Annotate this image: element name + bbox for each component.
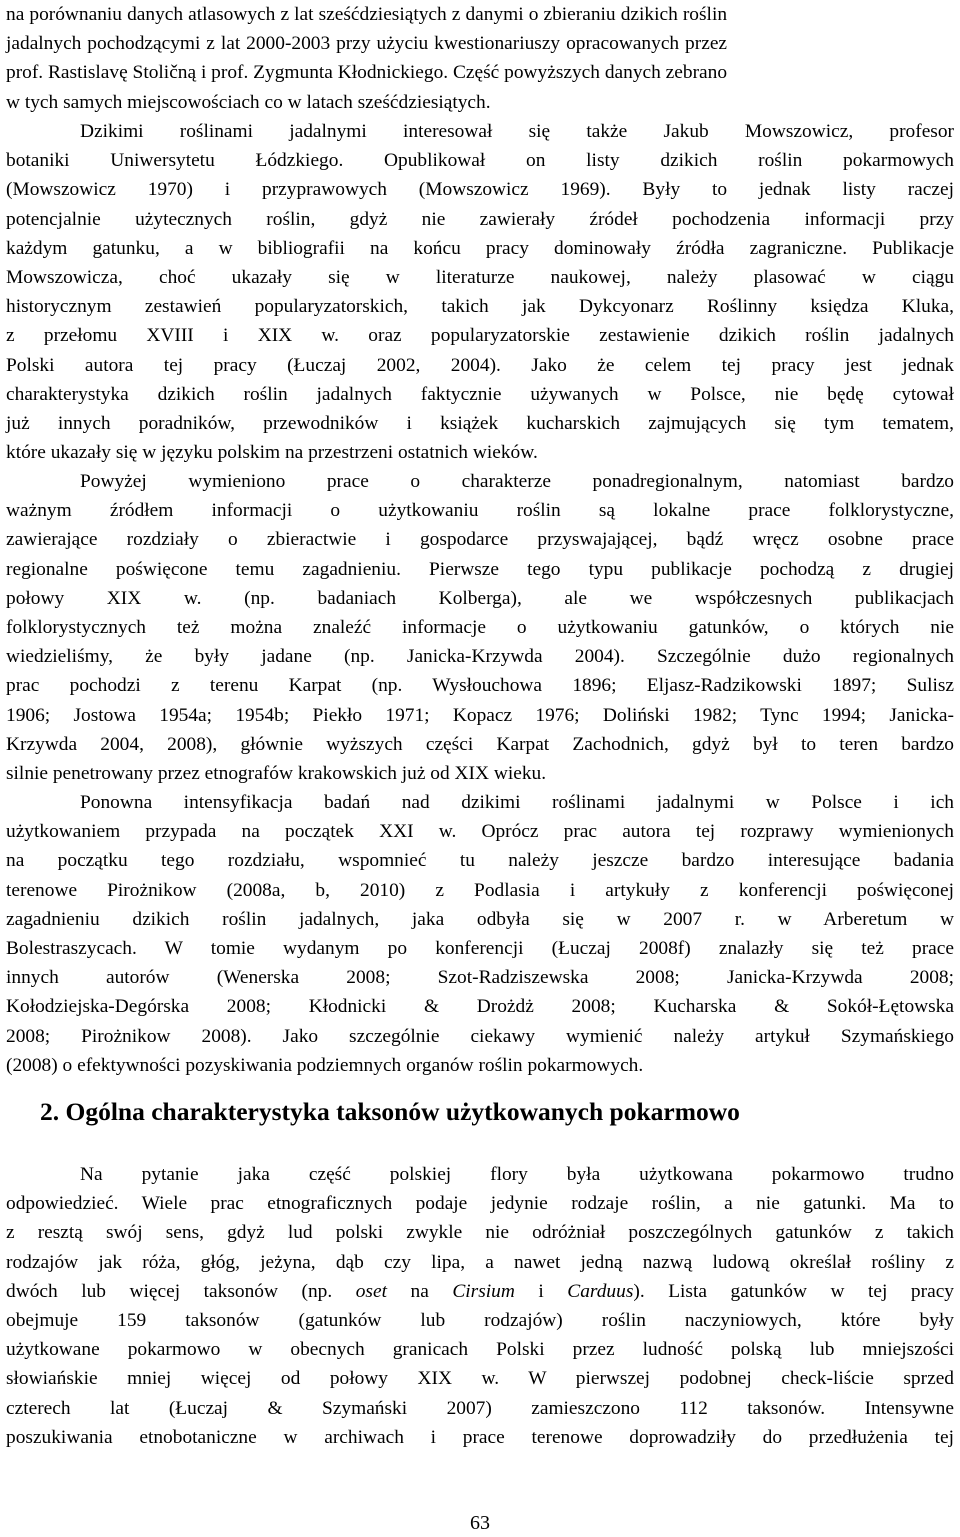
text-line: jadalnych pochodzącymi z lat 2000-2003 przy użyciu kwestionariuszy opracowanych przez xyxy=(6,33,728,55)
text-line: Na pytanie jaka część polskiej flory była użytkowana pokarmowo trudno xyxy=(80,1164,954,1185)
text-line: każdym gatunku, a w bibliografii na końcu pracy dominowały źródła zagraniczne. Publikacje xyxy=(6,237,954,259)
text-line xyxy=(6,1277,954,1306)
text-line: odpowiedzieć. Wiele prac etnograficznych podaje jedynie rodzaje roślin, a nie gatunki. Ma to xyxy=(6,1193,954,1215)
text-line: z resztą swój sens, gdyż lud polski zwykle nie odróżniał poszczególnych gatunków z takich xyxy=(6,1222,954,1244)
text-line: już innych poradników, przewodników i książek kucharskich zajmujących się tym tematem, xyxy=(6,412,954,434)
text-line: połowy XIX w. (np. badaniach Kolberga), ale we współczesnych publikacjach xyxy=(6,587,954,609)
text-line: charakterystyka dzikich roślin jadalnych faktycznie używanych w Polsce, nie będę cytował xyxy=(6,383,954,405)
text-line: Krzywda 2004, 2008), głównie wyższych części Karpat Zachodnich, gdyż był to teren bardzo xyxy=(6,733,954,755)
text-line: które ukazały się w języku polskim na przestrzeni ostatnich wieków. xyxy=(6,442,538,464)
text-run: ). Lista gatunków w tej pracy xyxy=(633,1280,954,1302)
text-line: zawierające rozdziały o zbieractwie i gospodarce przyswajającej, bądź wręcz osobne prace xyxy=(6,529,954,551)
text-line: (2008) o efektywności pozyskiwania podziemnych organów roślin pokarmowych. xyxy=(6,1054,644,1076)
text-line: Polski autora tej pracy (Łuczaj 2002, 2004). Jako że celem tej pracy jest jednak xyxy=(6,354,954,376)
text-line: poszukiwania etnobotaniczne w archiwach i prace terenowe doprowadziły do przedłużenia tej xyxy=(6,1426,954,1448)
text-line: Kołodziejska-Degórska 2008; Kłodnicki & Drożdż 2008; Kucharska & Sokół-Łętowska xyxy=(6,996,954,1018)
paragraph-mowszowicz xyxy=(6,117,954,467)
text-line: zagadnieniu dzikich roślin jadalnych, jaka odbyła się w 2007 r. w Arberetum w xyxy=(6,908,954,930)
text-line: z przełomu XVIII i XIX w. oraz popularyzatorskie zestawienie dzikich roślin jadalnych xyxy=(6,325,954,347)
italic-term-oset: oset xyxy=(355,1280,387,1302)
text-line: wiedzieliśmy, że były jadane (np. Janicka-Krzywda 2004). Szczególnie dużo regionalnych xyxy=(6,646,954,668)
text-line: prac pochodzi z terenu Karpat (np. Wysłouchowa 1896; Eljasz-Radzikowski 1897; Sulisz xyxy=(6,675,954,697)
text-line: obejmuje 159 taksonów (gatunków lub rodzajów) roślin naczyniowych, które były xyxy=(6,1309,954,1331)
text-line: na porównaniu danych atlasowych z lat sześćdziesiątych z danymi o zbieraniu dzikich roślin xyxy=(6,4,728,25)
text-line: prof. Rastislavę Stoličną i prof. Zygmunta Kłodnickiego. Część powyższych danych zebrano xyxy=(6,62,728,84)
text-line: innych autorów (Wenerska 2008; Szot-Radziszewska 2008; Janicka-Krzywda 2008; xyxy=(6,967,954,989)
text-line: czterech lat (Łuczaj & Szymański 2007) zamieszczono 112 taksonów. Intensywne xyxy=(6,1397,954,1419)
text-line: 2008; Pirożnikow 2008). Jako szczególnie ciekawy wymienić należy artykuł Szymańskiego xyxy=(6,1025,954,1047)
text-line: (Mowszowicz 1970) i przyprawowych (Mowszowicz 1969). Były to jednak listy raczej xyxy=(6,179,954,201)
text-line: użytkowaniem przypada na początek XXI w. Oprócz prac autora tej rozprawy wymienionych xyxy=(6,821,954,843)
section-heading: 2. Ogólna charakterystyka taksonów użytkowanych pokarmowo xyxy=(40,1097,740,1126)
text-line: użytkowane pokarmowo w obecnych granicach Polski przez ludność polską lub mniejszości xyxy=(6,1339,954,1361)
paragraph-atlas-comparison xyxy=(6,0,727,117)
page-number: 63 xyxy=(470,1512,490,1534)
text-line: potencjalnie użytecznych roślin, gdyż nie zawierały źródeł pochodzenia informacji przy xyxy=(6,208,954,230)
text-line: Powyżej wymieniono prace o charakterze ponadregionalnym, natomiast bardzo xyxy=(80,471,954,492)
text-line: słowiańskie mniej więcej od połowy XIX w. W pierwszej podobnej check-liście sprzed xyxy=(6,1368,954,1390)
text-line: w tych samych miejscowościach co w latach sześćdziesiątych. xyxy=(6,91,491,113)
text-line: 1906; Jostowa 1954a; 1954b; Piekło 1971; Kopacz 1976; Doliński 1982; Tync 1994; Janicka- xyxy=(6,704,954,726)
paragraph-regional-works xyxy=(6,467,954,788)
text-run: i xyxy=(514,1280,568,1302)
text-line: ważnym źródłem informacji o użytkowaniu roślin są lokalne prace folklorystyczne, xyxy=(6,500,954,522)
text-line: rodzajów jak róża, głóg, jeżyna, dąb czy lipa, a nawet jedną nazwą ludową określał rośliny z xyxy=(6,1251,954,1273)
italic-taxon-carduus: Carduus xyxy=(567,1280,634,1302)
text-line: Bolestraszycach. W tomie wydanym po konferencji (Łuczaj 2008f) znalazły się też prace xyxy=(6,937,954,959)
text-line: na początku tego rozdziału, wspomnieć tu należy jeszcze bardzo interesujące badania xyxy=(6,850,954,872)
text-run: na xyxy=(386,1280,453,1302)
text-line: Dzikimi roślinami jadalnymi interesował się także Jakub Mowszowicz, profesor xyxy=(80,121,954,142)
text-line: terenowe Pirożnikow (2008a, b, 2010) z Podlasia i artykuły z konferencji poświęconej xyxy=(6,879,954,901)
text-run: dwóch lub więcej taksonów (np. xyxy=(6,1280,356,1302)
text-line: Ponowna intensyfikacja badań nad dzikimi roślinami jadalnymi w Polsce i ich xyxy=(80,792,954,813)
text-line: folklorystycznych też można znaleźć informacje o użytkowaniu gatunków, o których nie xyxy=(6,616,954,638)
text-line: botaniki Uniwersytetu Łódzkiego. Opublikował on listy dzikich roślin pokarmowych xyxy=(6,150,954,172)
italic-taxon-cirsium: Cirsium xyxy=(452,1280,515,1302)
text-line: silnie penetrowany przez etnografów krakowskich już od XIX wieku. xyxy=(6,762,547,784)
paragraph-taxa-overview xyxy=(6,1160,954,1452)
text-line: historycznym zestawień popularyzatorskich, takich jak Dykcyonarz Roślinny księdza Kluka, xyxy=(6,296,954,318)
text-line: Mowszowicza, choć ukazały się w literaturze naukowej, należy plasować w ciągu xyxy=(6,266,954,288)
text-line: regionalne poświęcone temu zagadnieniu. Pierwsze tego typu publikacje pochodzą z drugiej xyxy=(6,558,954,580)
paragraph-recent-research xyxy=(6,788,954,1080)
